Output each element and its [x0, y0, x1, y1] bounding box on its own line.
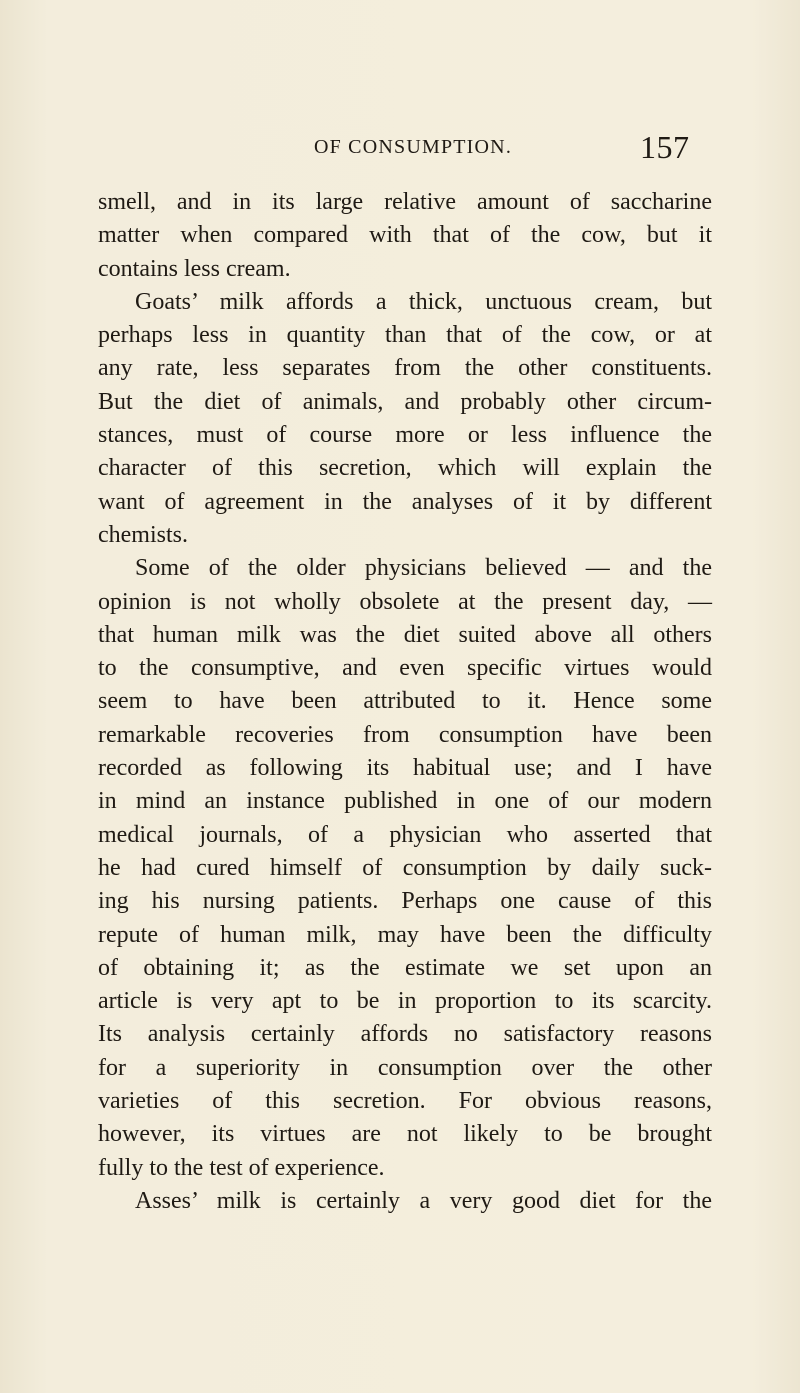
text-line: article is very apt to be in proportion to its scarcity.: [98, 988, 712, 1015]
text-line: repute of human milk, may have been the difficulty: [98, 921, 712, 948]
text-line: varieties of this secretion. For obvious reasons,: [98, 1088, 712, 1115]
text-line: stances, must of course more or less influence the: [98, 422, 712, 449]
text-line: want of agreement in the analyses of it by different: [98, 488, 712, 515]
text-line: Some of the older physicians believed — and the: [135, 555, 712, 582]
text-line: seem to have been attributed to it. Hence some: [98, 688, 712, 715]
text-line: for a superiority in consumption over the other: [98, 1054, 712, 1081]
text-line: contains less cream.: [98, 255, 291, 282]
text-line: ing his nursing patients. Perhaps one cause of this: [98, 888, 712, 915]
text-line: fully to the test of experience.: [98, 1154, 385, 1181]
text-line: chemists.: [98, 521, 188, 548]
running-head: [0, 129, 800, 168]
text-line: character of this secretion, which will explain the: [98, 455, 712, 482]
text-line: Goats’ milk affords a thick, unctuous cream, but: [135, 288, 712, 315]
text-line: perhaps less in quantity than that of the cow, or at: [98, 322, 712, 349]
text-line: however, its virtues are not likely to be brought: [98, 1121, 712, 1148]
text-line: to the consumptive, and even specific virtues would: [98, 655, 712, 682]
text-line: he had cured himself of consumption by daily suck-: [98, 854, 712, 881]
text-line: medical journals, of a physician who asserted that: [98, 821, 712, 848]
text-line: smell, and in its large relative amount of saccharine: [98, 189, 712, 215]
text-line: recorded as following its habitual use; and I have: [98, 755, 712, 782]
text-line: remarkable recoveries from consumption have been: [98, 721, 712, 748]
body-text: [98, 186, 712, 1218]
text-line: in mind an instance published in one of our modern: [98, 788, 712, 815]
text-line: any rate, less separates from the other constituents.: [98, 355, 712, 382]
page-number: 157: [640, 129, 690, 165]
text-line: of obtaining it; as the estimate we set upon an: [98, 954, 712, 981]
text-line: that human milk was the diet suited above all others: [98, 621, 712, 648]
text-line: But the diet of animals, and probably other circum-: [98, 388, 712, 415]
text-line: Asses’ milk is certainly a very good diet for the: [135, 1187, 712, 1214]
text-line: Its analysis certainly affords no satisfactory reasons: [98, 1021, 712, 1048]
text-line: matter when compared with that of the cow, but it: [98, 222, 712, 249]
running-head-title: OF CONSUMPTION.: [314, 136, 513, 158]
text-line: opinion is not wholly obsolete at the present day, —: [98, 588, 712, 615]
